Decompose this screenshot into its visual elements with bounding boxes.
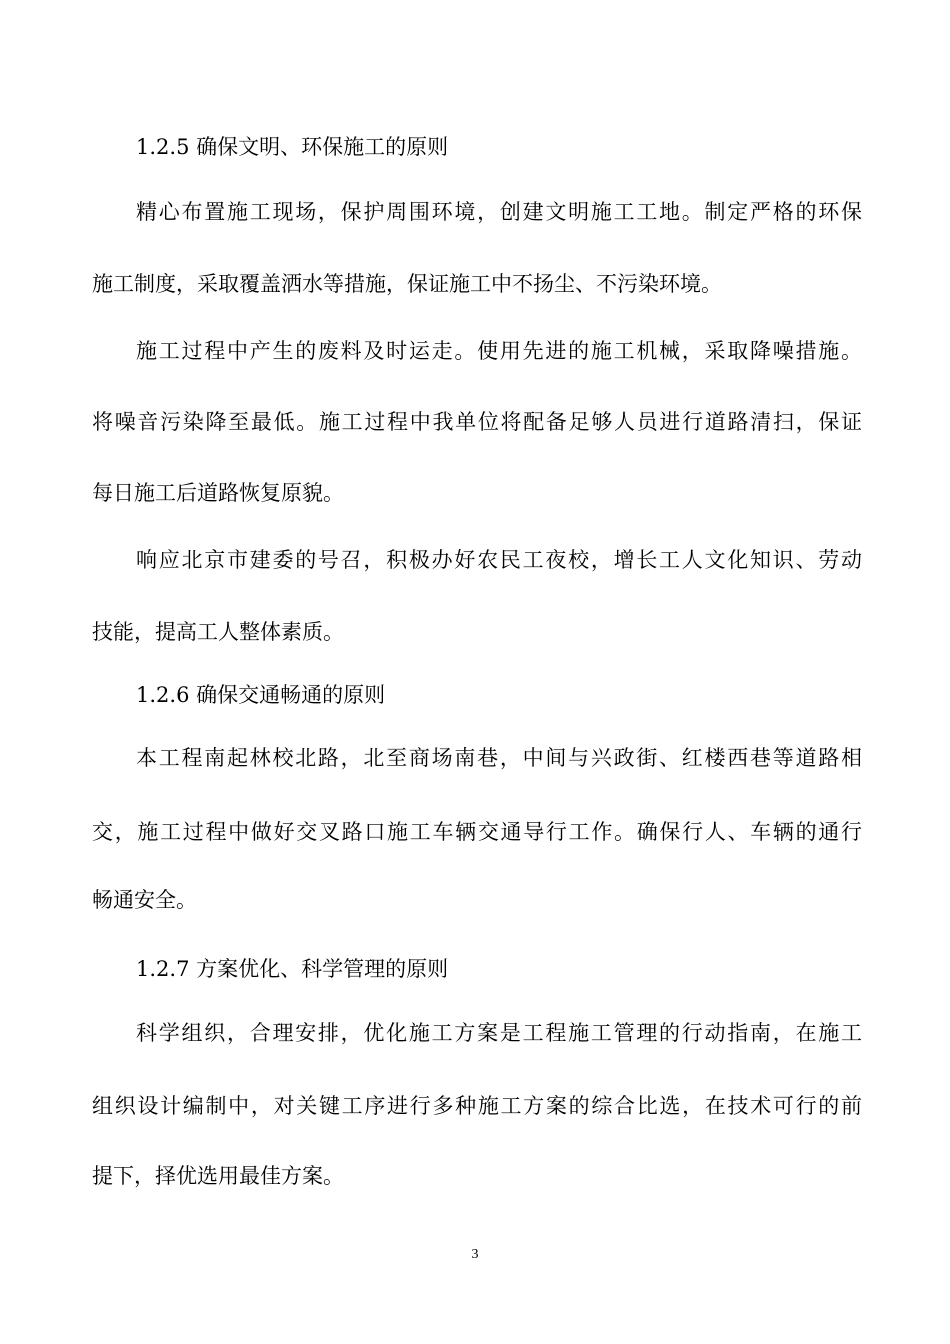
paragraph-line: 组织设计编制中，对关键工序进行多种施工方案的综合比选，在技术可行的前 [92, 1094, 862, 1118]
paragraph-line: 施工过程中产生的废料及时运走。使用先进的施工机械，采取降噪措施。 [136, 339, 862, 363]
section-heading-1-2-5: 1.2.5 确保文明、环保施工的原则 [136, 135, 449, 159]
paragraph-line: 科学组织，合理安排，优化施工方案是工程施工管理的行动指南，在施工 [136, 1021, 862, 1045]
paragraph-line: 每日施工后道路恢复原貌。 [92, 481, 344, 505]
paragraph-line: 技能，提高工人整体素质。 [92, 620, 344, 644]
section-heading-1-2-6: 1.2.6 确保交通畅通的原则 [136, 683, 386, 707]
paragraph-line: 提下，择优选用最佳方案。 [92, 1164, 344, 1188]
section-heading-1-2-7: 1.2.7 方案优化、科学管理的原则 [136, 957, 449, 981]
paragraph-line: 交，施工过程中做好交叉路口施工车辆交通导行工作。确保行人、车辆的通行 [92, 820, 862, 844]
paragraph-line: 畅通安全。 [92, 888, 197, 912]
paragraph-line: 施工制度，采取覆盖洒水等措施，保证施工中不扬尘、不污染环境。 [92, 272, 722, 296]
paragraph-line: 响应北京市建委的号召，积极办好农民工夜校，增长工人文化知识、劳动 [136, 548, 862, 572]
page-number: 3 [471, 1247, 479, 1262]
paragraph-line: 将噪音污染降至最低。施工过程中我单位将配备足够人员进行道路清扫，保证 [92, 410, 862, 434]
paragraph-line: 精心布置施工现场，保护周围环境，创建文明施工工地。制定严格的环保 [136, 200, 862, 224]
paragraph-line: 本工程南起林校北路，北至商场南巷，中间与兴政街、红楼西巷等道路相 [136, 746, 862, 770]
